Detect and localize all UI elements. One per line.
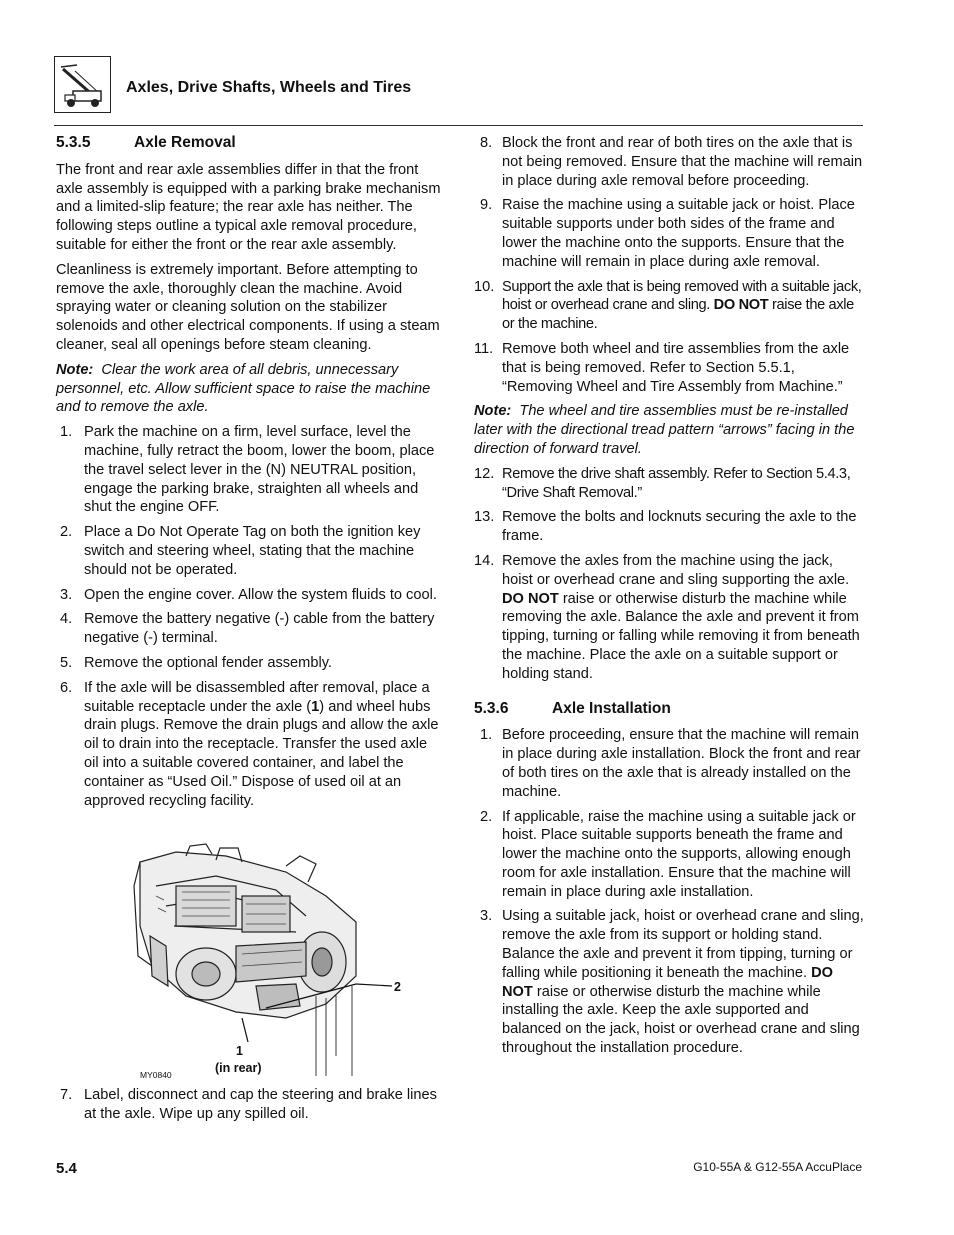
step-text: Remove the bolts and locknuts securing the axle to the frame. [502,509,857,545]
list-item [474,552,866,684]
removal-steps-list-cont [56,1086,444,1124]
step-number: 1. [60,424,73,441]
step-text: Remove both wheel and tire assemblies from the axle that is being removed. Refer to Section 5.5.1, “Removing Wheel and Tire Assembly from Machine.” [502,340,850,395]
axle-illustration [56,826,444,1076]
step-text [84,679,444,811]
emphasis-text: DO NOT [502,964,833,1000]
step-number: 4. [60,611,73,628]
step-text-part: raise the axle or the machine. [502,297,854,333]
step-text-part: raise or otherwise disturb the machine while installing the axle. Keep the axle supported and balanced on the jack, hoist or overhead crane and sling throughout the installation procedure. [502,983,860,1057]
step-number: 1. [480,727,493,744]
cleanliness-paragraph: Cleanliness is extremely important. Before attempting to remove the axle, thoroughly clean the machine. Avoid spraying water or cleaning solution on the stabilizer solenoids and other electrical components. If using a steam cleaner, seal all openings before steam cleaning. [56,261,440,353]
list-item [56,610,444,648]
note-label: Note: [56,361,94,378]
left-column [56,134,444,1130]
page-header-title: Axles, Drive Shafts, Wheels and Tires [126,79,412,96]
list-item [474,340,866,396]
page-number: 5.4 [56,1160,77,1177]
note-label: Note: [474,403,512,420]
axle-figure [56,826,444,1081]
section-title: Axle Installation [552,699,671,717]
note-text: The wheel and tire assemblies must be re-installed later with the directional tread pattern “arrows” facing in the direction of forward travel. [474,403,855,457]
section-title: Axle Removal [134,134,236,151]
section-heading-axle-removal [56,134,444,153]
step-text-part: raise or otherwise disturb the machine while removing the axle. Balance the axle and prevent it from tipping, turning or falling while removing it from beneath the machine. Place the axle on a suitable support or holding stand. [502,590,860,682]
right-column [474,134,866,1064]
step-text: Block the front and rear of both tires on the axle that is not being removed. Ensure that the machine will remain in place during axle removal before proceeding. [502,135,863,189]
note-paragraph [56,361,444,417]
figure-id: MY0840 [140,1070,172,1081]
step-number: 3. [480,908,493,925]
callout-ref: 1 [311,698,320,715]
note-text: Clear the work area of all debris, unnecessary personnel, etc. Allow sufficient space to raise the machine and to remove the axle. [56,361,431,416]
step-text-part: If the axle will be disassembled after removal, place a suitable receptacle under the axle ( [84,679,430,715]
step-text-part: ) and wheel hubs drain plugs. Remove the drain plugs and allow the axle oil to drain into the receptacle. Transfer the used axle oil into a suitable covered container, and label the container as “Used Oil.” Dispose of used oil at an approved recycling facility. [84,698,439,809]
step-text: Label, disconnect and cap the steering and brake lines at the axle. Wipe up any spilled oil. [84,1087,437,1123]
callout-1: 1 [236,1044,243,1059]
step-text: Open the engine cover. Allow the system fluids to cool. [84,586,437,603]
callout-1-note: (in rear) [215,1061,262,1076]
forklift-logo [54,56,111,113]
list-item [56,679,444,811]
step-text: Raise the machine using a suitable jack or hoist. Place suitable supports under both sides of the frame and lower the machine onto the supports. Ensure that the machine will remain in place during axle removal. [502,197,855,270]
list-item [474,196,866,271]
section-number: 5.3.5 [56,134,91,151]
step-number: 14. [474,552,495,569]
removal-steps-list-right-cont [474,465,866,684]
step-text-part: Remove the axles from the machine using the jack, hoist or overhead crane and sling supporting the axle. [502,552,850,588]
step-number: 10. [474,278,495,295]
step-number: 5. [60,654,73,671]
step-text-part: Support the axle that is being removed with a suitable jack, hoist or overhead crane and sling. [502,278,862,314]
step-text [502,278,866,334]
list-item [56,523,444,579]
step-text: Place a Do Not Operate Tag on both the ignition key switch and steering wheel, stating that the machine should not be operated. [84,524,421,578]
section-number: 5.3.6 [474,699,509,717]
step-text: Remove the optional fender assembly. [84,654,332,671]
removal-steps-list-right [474,134,866,396]
step-number: 11. [474,340,494,357]
list-item [56,423,444,517]
emphasis-text: DO NOT [502,590,559,607]
removal-steps-list [56,423,444,810]
section-heading-axle-installation [474,700,866,719]
list-item [56,654,444,673]
step-text: Park the machine on a firm, level surface, level the machine, fully retract the boom, lower the boom, place the travel select lever in the (N) NEUTRAL position, engage the parking brake, straighten all wheels and shut the engine OFF. [84,424,435,516]
step-text-part: Using a suitable jack, hoist or overhead crane and sling, remove the axle from its support or holding stand. Balance the axle and prevent it from tipping, turning or falling while positioning it beneath the machine. [502,908,864,981]
list-item [474,808,866,902]
step-number: 9. [480,197,493,214]
step-number: 13. [474,509,495,526]
step-text: Remove the drive shaft assembly. Refer to Section 5.4.3, “Drive Shaft Removal.” [502,465,851,501]
installation-steps-list [474,726,866,1058]
step-number: 6. [60,679,73,696]
step-number: 12. [474,465,495,482]
step-text [502,552,866,684]
step-number: 8. [480,135,493,151]
note-paragraph [474,402,866,458]
step-text: If applicable, raise the machine using a suitable jack or hoist. Place suitable supports beneath the frame and lower the machine onto the supports, allowing enough room for axle installation. Ensure that the machine will remain in place during axle installation. [502,808,856,900]
document-title: G10-55A & G12-55A AccuPlace [693,1160,862,1174]
callout-2: 2 [394,980,401,995]
list-item [56,586,444,605]
list-item [474,465,866,503]
step-text [502,907,866,1057]
step-number: 2. [480,808,493,825]
step-text: Before proceeding, ensure that the machine will remain in place during axle installation. Block the front and rear of both tires on the axle that is already installed on the machine. [502,727,861,800]
list-item [474,726,866,801]
list-item [474,134,866,190]
emphasis-text: DO NOT [713,297,769,314]
intro-paragraph: The front and rear axle assemblies differ in that the front axle assembly is equipped with a parking brake mechanism and a limited-slip feature; the rear axle has neither. The following steps outline a typical axle removal procedure, suitable for either the front or the rear axle assembly. [56,161,441,253]
list-item [474,278,866,334]
forklift-icon [55,57,109,111]
step-number: 3. [60,586,73,603]
step-text: Remove the battery negative (-) cable from the battery negative (-) terminal. [84,611,435,647]
step-number: 2. [60,524,73,541]
list-item [474,508,866,546]
list-item [56,1086,444,1124]
header-divider [54,125,863,126]
step-number: 7. [60,1087,73,1104]
list-item [474,907,866,1057]
